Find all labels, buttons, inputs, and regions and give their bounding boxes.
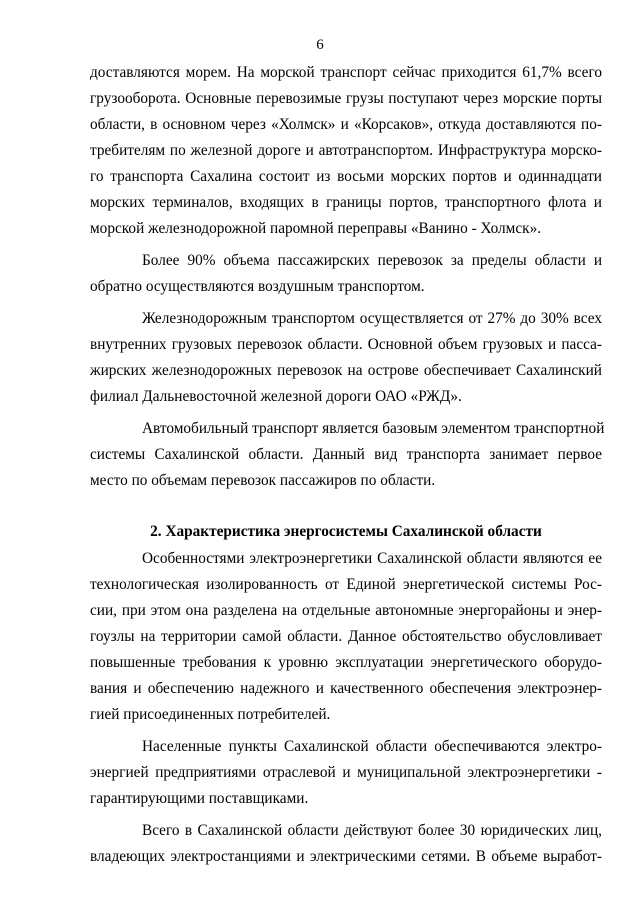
text-line: Железнодорожным транспортом осуществляется от 27% до 30% всех <box>142 310 602 327</box>
text-line: внутренних грузовых перевозок области. Основной объем грузовых и пасса- <box>90 336 602 353</box>
text-line: Более 90% объема пассажирских перевозок за пределы области и <box>142 252 602 269</box>
text-line: Всего в Сахалинской области действуют более 30 юридических лиц, <box>142 822 602 839</box>
text-line: жирских железнодорожных перевозок на острове обеспечивает Сахалинский <box>90 362 602 379</box>
text-line: технологическая изолированность от Единой энергетической системы Рос- <box>90 576 602 593</box>
paragraph-air-transport <box>90 248 602 300</box>
text-line: вания и обеспечению надежного и качественного обеспечения электроэнер- <box>90 680 602 697</box>
text-line: гарантирующими поставщиками. <box>90 790 309 807</box>
paragraph-rail-transport <box>90 306 602 410</box>
text-line: гией присоединенных потребителей. <box>90 706 331 723</box>
text-line: го транспорта Сахалина состоит из восьми морских портов и одиннадцати <box>90 168 602 185</box>
text-line: Населенные пункты Сахалинской области обеспечиваются электро- <box>142 738 602 755</box>
paragraph-legal-entities <box>90 818 602 870</box>
text-line: владеющих электростанциями и электрическими сетями. В объеме выработ- <box>90 848 602 865</box>
text-line: энергией предприятиями отраслевой и муниципальной электроэнергетики - <box>90 764 602 781</box>
page-content <box>90 60 605 870</box>
text-line: морских терминалов, входящих в границы портов, транспортного флота и <box>90 194 602 211</box>
paragraph-road-transport <box>90 416 605 494</box>
paragraph-energy-isolation <box>90 546 602 728</box>
text-line: повышенные требования к уровню эксплуатации энергетического оборудо- <box>90 654 602 671</box>
text-line: области, в основном через «Холмск» и «Корсаков», откуда доставляются по- <box>90 116 602 133</box>
text-line: морской железнодорожной паромной переправы «Ванино - Холмск». <box>90 220 542 237</box>
text-line: гоузлы на территории самой области. Данное обстоятельство обусловливает <box>90 628 602 645</box>
text-line: грузооборота. Основные перевозимые грузы поступают через морские порты <box>90 90 602 107</box>
paragraph-maritime-transport <box>90 60 602 242</box>
text-line: обратно осуществляются воздушным транспортом. <box>90 278 425 295</box>
section-heading: 2. Характеристика энергосистемы Сахалинской области <box>150 523 542 540</box>
text-line: системы Сахалинской области. Данный вид транспорта занимает первое <box>90 446 602 463</box>
text-line: доставляются морем. На морской транспорт сейчас приходится 61,7% всего <box>90 64 602 81</box>
text-line: Автомобильный транспорт является базовым элементом транспортной <box>142 420 605 437</box>
text-line: место по объемам перевозок пассажиров по области. <box>90 472 436 489</box>
text-line: требителям по железной дороге и автотранспортом. Инфраструктура морско- <box>90 142 602 159</box>
text-line: Особенностями электроэнергетики Сахалинской области являются ее <box>142 550 602 567</box>
paragraph-settlements-supply <box>90 734 602 812</box>
text-line: сии, при этом она разделена на отдельные автономные энергорайоны и энер- <box>90 602 602 619</box>
page-number: 6 <box>316 37 324 53</box>
text-line: филиал Дальневосточной железной дороги ОАО «РЖД». <box>90 388 462 405</box>
